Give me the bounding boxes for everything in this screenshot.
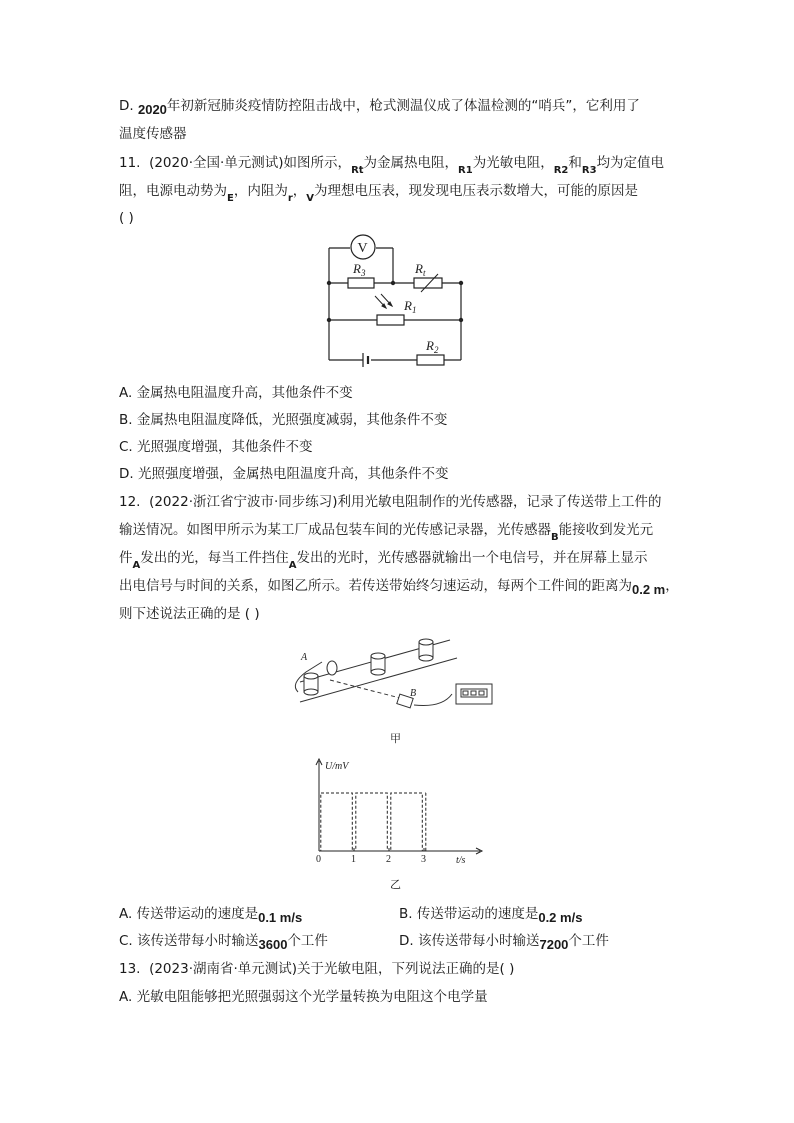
resistor-r2 bbox=[417, 355, 444, 365]
svg-text:R2: $R_2$ bbox=[426, 338, 439, 355]
resistor-r3 bbox=[348, 278, 374, 288]
q10-option-d: D. 2020年初新冠肺炎疫情防控阻击战中，枪式测温仪成了体温检测的“哨兵”，它利用了 bbox=[119, 98, 640, 117]
q11-option-a: A. 金属热电阻温度升高，其他条件不变 bbox=[119, 385, 353, 401]
circuit-diagram bbox=[320, 232, 470, 368]
q11-line1: 11. (2020·全国·单元测试)如图所示，$_{Rt}$为金属热电阻，$_{R1}$为光敏电阻，$_{R2}$和$_{R3}$均为定值电 bbox=[119, 155, 665, 176]
voltage-time-chart bbox=[300, 755, 500, 865]
voltmeter-icon bbox=[351, 235, 375, 259]
q12-line5: 则下述说法正确的是 ( ) bbox=[119, 606, 260, 622]
svg-text:B: B bbox=[410, 688, 417, 699]
q11-line2: 阻，电源电动势为$_E$，内阻为$_r$，$_V$为理想电压表，现发现电压表示数增大，可能的原因是 bbox=[119, 183, 639, 204]
y-axis-label: U/mV bbox=[325, 761, 349, 772]
svg-text:R3: $R_3$ bbox=[353, 261, 366, 278]
q13-option-a: A. 光敏电阻能够把光照强弱这个光学量转换为电阻这个电学量 bbox=[119, 989, 488, 1005]
svg-text:Rt: $R_t$ bbox=[415, 261, 426, 278]
q10-option-d-cont: 温度传感器 bbox=[119, 126, 187, 142]
figure-jia-caption: 甲 bbox=[390, 732, 401, 745]
x-tick-label: 1 bbox=[351, 854, 356, 865]
q12-option-c: C. 该传送带每小时输送3600个工件 bbox=[119, 933, 328, 952]
figure-yi-caption: 乙 bbox=[390, 878, 401, 891]
svg-text:V: V bbox=[357, 241, 368, 256]
q11-option-d: D. 光照强度增强，金属热电阻温度升高，其他条件不变 bbox=[119, 466, 449, 482]
q12-line3: 件$_A$发出的光，每当工件挡住$_A$发出的光时，光传感器就输出一个电信号，并在屏幕上显示 bbox=[119, 550, 648, 571]
x-tick-label: 2 bbox=[386, 854, 391, 865]
x-tick-label: 3 bbox=[421, 854, 426, 865]
q12-line1: 12. (2022·浙江省宁波市·同步练习)利用光敏电阻制作的光传感器，记录了传送带上工件的 bbox=[119, 494, 662, 510]
voltage-series-line bbox=[319, 793, 428, 851]
workpiece-3 bbox=[419, 639, 433, 661]
q12-option-b: B. 传送带运动的速度是0.2 m/s bbox=[399, 906, 583, 925]
conveyor-figure bbox=[292, 632, 500, 720]
svg-text:A: A bbox=[301, 652, 308, 663]
svg-text:R1: $R_1$ bbox=[404, 298, 417, 315]
light-arrows-icon bbox=[375, 294, 392, 308]
q12-line2: 输送情况。如图甲所示为某工厂成品包装车间的光传感记录器，光传感器$_B$能接收到发光元 bbox=[119, 522, 654, 543]
workpiece-1 bbox=[304, 673, 318, 695]
q12-option-a: A. 传送带运动的速度是0.1 m/s bbox=[119, 906, 303, 925]
q12-option-d: D. 该传送带每小时输送7200个工件 bbox=[399, 933, 609, 952]
year-2020: 2020 bbox=[137, 102, 167, 117]
q11-option-b: B. 金属热电阻温度降低，光照强度减弱，其他条件不变 bbox=[119, 412, 448, 428]
q11-option-c: C. 光照强度增强，其他条件不变 bbox=[119, 439, 313, 455]
workpiece-2 bbox=[371, 653, 385, 675]
x-tick-label: 0 bbox=[316, 854, 321, 865]
resistor-r1 bbox=[377, 315, 404, 325]
x-axis-label: t/s bbox=[456, 855, 466, 865]
q11-answer-bracket: ( ) bbox=[119, 210, 134, 226]
light-emitter-a bbox=[327, 661, 337, 675]
recorder-screen bbox=[456, 684, 492, 704]
resistor-rt bbox=[414, 278, 442, 288]
q13-line1: 13. (2023·湖南省·单元测试)关于光敏电阻，下列说法正确的是( ) bbox=[119, 961, 515, 977]
q12-line4: 出电信号与时间的关系，如图乙所示。若传送带始终匀速运动，每两个工件间的距离为0.2 m， bbox=[119, 578, 679, 597]
